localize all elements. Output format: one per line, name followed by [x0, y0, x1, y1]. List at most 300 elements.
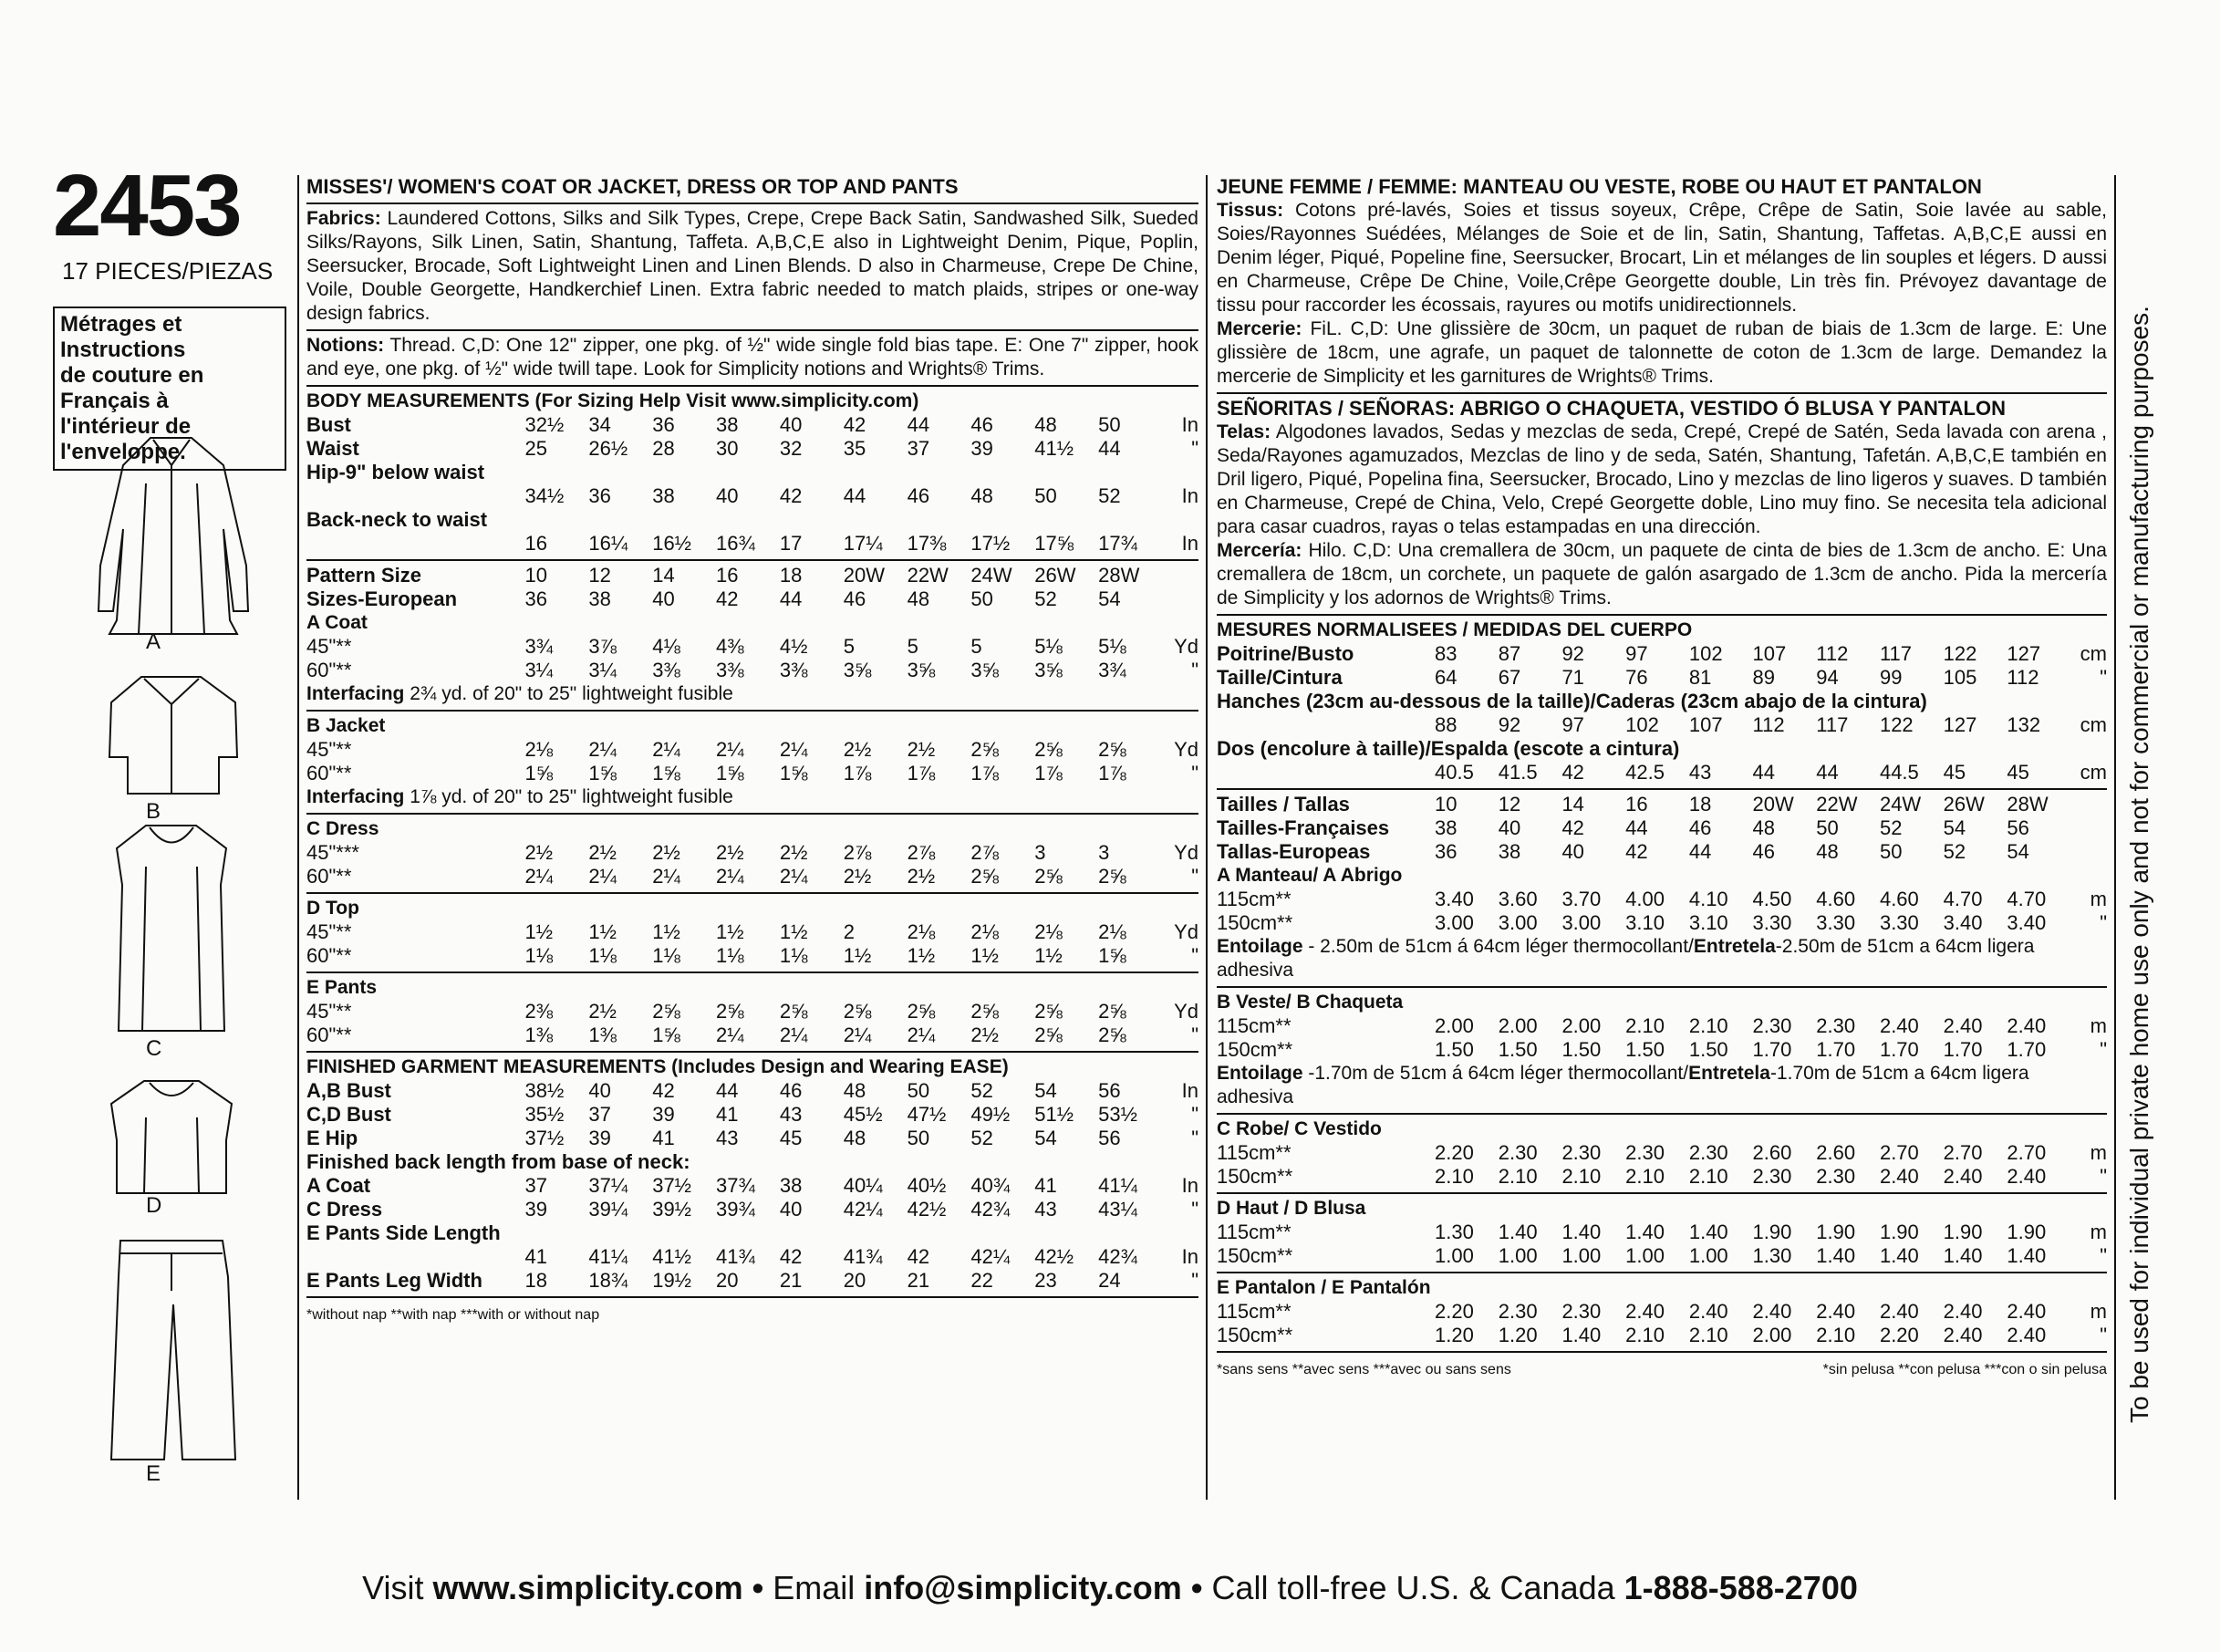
value-cell: 2¼ — [907, 1023, 936, 1046]
value-cell: 2¼ — [524, 865, 554, 888]
footnote-french: *sans sens **avec sens ***avec ou sans sens — [1217, 1362, 1511, 1377]
value-cell: 1.00 — [1435, 1244, 1474, 1267]
value-cell: 43 — [1688, 761, 1712, 784]
value-cell: 1⅞ — [907, 762, 936, 784]
value-cell: 24W — [1879, 793, 1922, 816]
note-label: Entretela — [1688, 1063, 1770, 1084]
value-cell: 2.40 — [1688, 1300, 1728, 1323]
value-cell: 1.70 — [1879, 1038, 1919, 1061]
divider — [1217, 392, 2107, 394]
value-cell: 54 — [1034, 1127, 1057, 1149]
value-cell: 2⅛ — [1098, 920, 1126, 943]
value-cell: 42 — [843, 413, 866, 436]
row-label: 115cm** — [1217, 1221, 1292, 1243]
measurement-table — [1217, 1300, 2107, 1347]
value-cell: 25 — [524, 437, 547, 460]
value-cell: 2.40 — [1879, 1014, 1919, 1037]
table-row — [1217, 840, 2107, 864]
value-cell: 1⅛ — [588, 944, 617, 967]
value-cell: 40½ — [907, 1174, 947, 1197]
value-cell: 48 — [1816, 840, 1839, 863]
row-label: Poitrine/Busto — [1217, 642, 1354, 665]
french-box-line: l'enveloppe. — [60, 440, 186, 464]
section-title: E Pants — [306, 977, 378, 998]
value-cell: 2.40 — [1879, 1165, 1919, 1188]
value-cell: 50 — [1879, 840, 1903, 863]
value-cell: 3.30 — [1816, 911, 1856, 934]
table-row — [1217, 1244, 2107, 1268]
value-cell: 2⅝ — [1098, 738, 1126, 761]
measurement-table — [306, 920, 1198, 968]
table-row — [306, 944, 1198, 968]
value-cell: 39 — [588, 1127, 611, 1149]
value-cell: 2¼ — [652, 738, 680, 761]
row-label: Dos (encolure à taille)/Espalda (escote a cintura) — [1217, 737, 1680, 760]
value-cell: 17 — [779, 532, 803, 555]
table-row — [306, 1198, 1198, 1221]
value-cell: 2½ — [970, 1023, 1000, 1046]
row-label: E Pants Leg Width — [306, 1269, 482, 1292]
unit-cell: " — [1191, 437, 1198, 460]
call-text: Call toll-free U.S. & Canada — [1211, 1569, 1615, 1606]
value-cell: 16¾ — [716, 532, 755, 555]
value-cell: 1.70 — [2007, 1038, 2047, 1061]
row-label — [306, 532, 525, 556]
value-cell: 52 — [1879, 816, 1903, 839]
value-cell: 48 — [843, 1079, 866, 1102]
value-cell: 5 — [843, 635, 855, 658]
value-cell: 1.40 — [1816, 1244, 1856, 1267]
value-cell: 41¼ — [1098, 1174, 1137, 1197]
tissus-paragraph — [1217, 199, 2107, 317]
value-cell: 50 — [1098, 413, 1121, 436]
unit-cell: " — [1191, 1103, 1198, 1126]
value-cell: 92 — [1561, 642, 1584, 665]
measurement-table — [306, 841, 1198, 888]
value-cell: 37¼ — [588, 1174, 628, 1197]
value-cell: 38 — [716, 413, 739, 436]
measurement-table — [306, 1079, 1198, 1293]
yardage-section — [306, 897, 1198, 973]
table-row — [306, 635, 1198, 659]
section-title: C Dress — [306, 818, 379, 839]
yardage-section — [1217, 1276, 2107, 1353]
phone-number: 1-888-588-2700 — [1624, 1569, 1858, 1606]
table-row — [1217, 761, 2107, 784]
value-cell: 4½ — [779, 635, 808, 658]
note-text: - 2.50m de 51cm á 64cm léger thermocollant/ — [1308, 936, 1694, 957]
value-cell: 1.90 — [1816, 1221, 1856, 1243]
tissus-label: Tissus: — [1217, 200, 1284, 221]
row-label: 115cm** — [1217, 888, 1292, 910]
value-cell: 50 — [907, 1079, 930, 1102]
value-cell: 3⅝ — [907, 659, 936, 681]
value-cell: 17⅝ — [1034, 532, 1074, 555]
row-label: Waist — [306, 437, 359, 460]
mercerie-label: Mercerie: — [1217, 318, 1302, 339]
unit-cell: cm — [2080, 713, 2107, 736]
value-cell: 37 — [907, 437, 930, 460]
view-a-label: A — [146, 629, 161, 654]
value-cell: 3.30 — [1752, 911, 1792, 934]
value-cell: 1½ — [588, 920, 617, 943]
table-row — [306, 920, 1198, 944]
value-cell: 97 — [1561, 713, 1584, 736]
value-cell: 40.5 — [1435, 761, 1474, 784]
value-cell: 16¼ — [588, 532, 628, 555]
unit-cell: m — [2090, 1141, 2107, 1164]
view-d-top-sketch — [111, 1081, 232, 1193]
value-cell: 44 — [1752, 761, 1776, 784]
value-cell: 2.70 — [2007, 1141, 2047, 1164]
table-row — [1217, 888, 2107, 911]
table-row — [306, 659, 1198, 682]
table-row — [306, 413, 1198, 437]
value-cell: 54 — [1943, 816, 1966, 839]
value-cell: 38 — [1498, 840, 1521, 863]
value-cell: 1.40 — [1561, 1221, 1602, 1243]
value-cell: 42½ — [907, 1198, 947, 1221]
english-title: MISSES'/ WOMEN'S COAT OR JACKET, DRESS OR TOP AND PANTS — [306, 175, 959, 198]
unit-cell: cm — [2080, 761, 2107, 784]
value-cell: 122 — [1879, 713, 1914, 736]
tissus-text: Cotons pré-lavés, Soies et tissus soyeux, Crêpe, Crêpe de Satin, Soie lavée au sable, Soies/Rayonnes Suédées, Mélanges de Soie et de lin, Satin, Shantung, Taffetas. A,B,C,E aussi en Denim léger, Piqué, Popeline fine, Seersucker, Brocart, Lin et mélanges de lin souples et légers. D aussi en Charmeuse, Crêpe De Chine, Voile,Crêpe Georgette double, Lin très fin. Prévoyez davantage de tissu pour raccorder les écossais, rayures ou motifs unidirectionnels. — [1217, 200, 2107, 316]
value-cell: 3.00 — [1498, 911, 1538, 934]
value-cell: 20W — [1752, 793, 1794, 816]
value-cell: 54 — [2007, 840, 2029, 863]
value-cell: 2⅝ — [970, 1000, 1000, 1023]
value-cell: 38 — [1435, 816, 1458, 839]
table-row — [306, 461, 1198, 484]
value-cell: 26W — [1943, 793, 1985, 816]
french-box-line: Métrages et Instructions — [60, 312, 186, 362]
table-row — [306, 1221, 1198, 1245]
divider — [1217, 614, 2107, 616]
contact-footer — [0, 1569, 2220, 1607]
table-row — [306, 738, 1198, 762]
value-cell: 2⅜ — [524, 1000, 554, 1023]
value-cell: 41 — [652, 1127, 675, 1149]
value-cell: 1⅝ — [524, 762, 554, 784]
value-cell: 10 — [524, 564, 547, 587]
measurement-table — [1217, 1014, 2107, 1062]
value-cell: 1.50 — [1688, 1038, 1728, 1061]
separator: • — [752, 1569, 764, 1606]
value-cell: 5⅛ — [1098, 635, 1126, 658]
value-cell: 92 — [1498, 713, 1521, 736]
unit-cell — [1162, 587, 1198, 611]
value-cell: 52 — [1943, 840, 1966, 863]
value-cell: 2.40 — [1943, 1300, 1983, 1323]
value-cell: 2⅝ — [1034, 1023, 1063, 1046]
value-cell: 44 — [1098, 437, 1121, 460]
value-cell: 1.00 — [1688, 1244, 1728, 1267]
row-label: Taille/Cintura — [1217, 666, 1343, 689]
value-cell: 40 — [588, 1079, 611, 1102]
unit-cell: " — [1191, 1198, 1198, 1221]
value-cell: 2.30 — [1688, 1141, 1728, 1164]
value-cell: 20 — [843, 1269, 866, 1292]
value-cell: 2.30 — [1752, 1165, 1792, 1188]
value-cell: 38 — [652, 484, 675, 507]
table-row — [1217, 1165, 2107, 1189]
view-d-label: D — [146, 1193, 162, 1218]
value-cell: 41 — [1034, 1174, 1057, 1197]
value-cell: 41¾ — [843, 1245, 883, 1268]
value-cell: 2.10 — [1688, 1324, 1728, 1346]
mercerie-paragraph — [1217, 317, 2107, 389]
value-cell: 42 — [779, 484, 803, 507]
interfacing-note — [306, 785, 1198, 809]
value-cell: 41 — [524, 1245, 547, 1268]
value-cell: 4.60 — [1816, 888, 1856, 910]
value-cell: 3.10 — [1688, 911, 1728, 934]
value-cell: 2⅞ — [970, 841, 1000, 864]
table-row — [306, 1000, 1198, 1023]
value-cell: 39 — [524, 1198, 547, 1221]
yardage-section — [306, 817, 1198, 894]
body-measurements-title: BODY MEASUREMENTS (For Sizing Help Visit www.simplicity.com) — [306, 390, 919, 411]
value-cell: 3.30 — [1879, 911, 1919, 934]
table-row — [1217, 666, 2107, 690]
value-cell: 17¾ — [1098, 532, 1137, 555]
unit-cell: " — [2100, 911, 2107, 934]
value-cell: 2½ — [843, 738, 872, 761]
unit-cell: In — [1181, 532, 1198, 555]
row-label: Bust — [306, 413, 351, 436]
divider — [306, 892, 1198, 894]
value-cell: 42¾ — [970, 1198, 1011, 1221]
value-cell: 2.10 — [1498, 1165, 1538, 1188]
divider — [306, 559, 1198, 561]
notions-text: Thread. C,D: One 12" zipper, one pkg. of ½" wide single fold bias tape. E: One 7" zipper, hook and eye, one pkg. of ½" wide twill tape. Look for Simplicity notions and Wrights® Trims. — [306, 335, 1198, 379]
value-cell: 10 — [1435, 793, 1458, 816]
value-cell: 3.40 — [1435, 888, 1474, 910]
value-cell: 3¼ — [524, 659, 554, 681]
measurement-table — [306, 635, 1198, 682]
value-cell: 40 — [1561, 840, 1584, 863]
note-label: Entoilage — [1217, 936, 1303, 957]
unit-cell: " — [2100, 666, 2107, 689]
value-cell: 2.40 — [1625, 1300, 1665, 1323]
website-link[interactable]: www.simplicity.com — [432, 1569, 743, 1606]
value-cell: 2.40 — [1752, 1300, 1792, 1323]
value-cell: 127 — [2007, 642, 2041, 665]
view-c-label: C — [146, 1036, 162, 1061]
value-cell: 39¼ — [588, 1198, 628, 1221]
value-cell: 4.50 — [1752, 888, 1792, 910]
value-cell: 1.00 — [1625, 1244, 1665, 1267]
value-cell: 2.20 — [1879, 1324, 1919, 1346]
value-cell: 1½ — [524, 920, 554, 943]
unit-cell: In — [1181, 413, 1198, 436]
column-divider — [297, 175, 299, 1500]
value-cell: 2.10 — [1688, 1165, 1728, 1188]
view-a-coat-sketch — [99, 438, 248, 634]
value-cell: 12 — [1498, 793, 1521, 816]
row-label: Tailles / Tallas — [1217, 793, 1350, 816]
value-cell: 2.10 — [1688, 1014, 1728, 1037]
notions-label: Notions: — [306, 335, 385, 356]
value-cell: 2.10 — [1625, 1165, 1665, 1188]
value-cell: 32 — [779, 437, 803, 460]
value-cell: 117 — [1879, 642, 1913, 665]
value-cell: 2.30 — [1625, 1141, 1665, 1164]
value-cell: 2.40 — [1943, 1014, 1983, 1037]
value-cell: 2⅝ — [716, 1000, 744, 1023]
row-label: Tallas-Europeas — [1217, 840, 1371, 863]
table-row — [306, 1103, 1198, 1127]
value-cell: 1⅞ — [843, 762, 872, 784]
table-row — [306, 762, 1198, 785]
section-title: A Coat — [306, 612, 368, 633]
value-cell: 1.30 — [1435, 1221, 1474, 1243]
value-cell: 2.40 — [1943, 1324, 1983, 1346]
table-row — [306, 508, 1198, 532]
view-e-label: E — [146, 1461, 161, 1486]
value-cell: 41¼ — [588, 1245, 628, 1268]
row-label: 45"** — [306, 635, 352, 658]
value-cell: 2⅝ — [843, 1000, 872, 1023]
value-cell: 2¼ — [779, 1023, 808, 1046]
value-cell: 107 — [1688, 713, 1723, 736]
value-cell: 2⅝ — [1098, 865, 1126, 888]
unit-cell: " — [1191, 1023, 1198, 1046]
value-cell: 3.40 — [2007, 911, 2047, 934]
value-cell: 2½ — [588, 841, 617, 864]
email-link[interactable]: info@simplicity.com — [864, 1569, 1182, 1606]
unit-cell: " — [1191, 659, 1198, 681]
unit-cell: m — [2090, 1300, 2107, 1323]
value-cell: 2⅛ — [907, 920, 936, 943]
note-text: 2¾ yd. of 20" to 25" lightweight fusible — [410, 683, 733, 704]
view-b-jacket-sketch — [109, 677, 237, 794]
divider — [306, 710, 1198, 712]
note-label: Entoilage — [1217, 1063, 1303, 1084]
value-cell: 35 — [843, 437, 866, 460]
value-cell: 67 — [1498, 666, 1521, 689]
value-cell: 3⅝ — [843, 659, 872, 681]
interfacing-note — [1217, 935, 2107, 982]
value-cell: 2¼ — [652, 865, 680, 888]
value-cell: 1.40 — [1879, 1244, 1919, 1267]
value-cell: 39 — [652, 1103, 675, 1126]
divider — [1217, 1351, 2107, 1353]
note-text: -1.70m de 51cm a 64cm ligera adhesiva — [1217, 1063, 2029, 1107]
value-cell: 3⅝ — [970, 659, 1000, 681]
value-cell: 2.40 — [2007, 1165, 2047, 1188]
row-label: 60"** — [306, 944, 352, 967]
value-cell: 1⅝ — [652, 762, 680, 784]
row-label: Tailles-Françaises — [1217, 816, 1390, 839]
value-cell: 17⅜ — [907, 532, 947, 555]
measurement-table — [1217, 642, 2107, 784]
value-cell: 64 — [1435, 666, 1458, 689]
value-cell: 49½ — [970, 1103, 1011, 1126]
value-cell: 1⅜ — [588, 1023, 617, 1046]
value-cell: 40 — [779, 1198, 803, 1221]
fabrics-text: Laundered Cottons, Silks and Silk Types, Crepe, Crepe Back Satin, Sandwashed Silk, Sueded Silks/Rayons, Silk Linen, Satin, Shantung, Taffeta. A,B,C,E also in Lightweight Denim, Pique, Poplin, Seersucker, Brocade, Soft Lightweight Linen and Linen Blends. D also in Charmeuse, Crepe De Chine, Voile, Double Georgette, Handkerchief Linen. Extra fabric needed to match plaids, stripes or one-way design fabrics. — [306, 208, 1198, 324]
value-cell: 1.40 — [2007, 1244, 2047, 1267]
value-cell: 2.10 — [1625, 1014, 1665, 1037]
value-cell: 52 — [1034, 587, 1057, 610]
row-label: 45"** — [306, 1000, 352, 1023]
value-cell: 1½ — [907, 944, 936, 967]
view-b-label: B — [146, 799, 161, 824]
value-cell: 2.30 — [1498, 1141, 1538, 1164]
value-cell: 54 — [1034, 1079, 1057, 1102]
value-cell: 2⅝ — [1034, 865, 1063, 888]
value-cell: 2.20 — [1435, 1300, 1474, 1323]
value-cell: 5 — [970, 635, 982, 658]
value-cell: 76 — [1625, 666, 1648, 689]
value-cell: 94 — [1816, 666, 1839, 689]
row-label — [1217, 713, 1435, 737]
value-cell: 2.30 — [1561, 1300, 1602, 1323]
value-cell: 52 — [970, 1079, 993, 1102]
unit-cell: " — [1191, 865, 1198, 888]
value-cell: 38 — [779, 1174, 803, 1197]
value-cell: 3⅝ — [1034, 659, 1063, 681]
value-cell: 40¼ — [843, 1174, 883, 1197]
value-cell: 2⅝ — [1098, 1000, 1126, 1023]
value-cell: 26W — [1034, 564, 1076, 587]
value-cell: 39 — [970, 437, 993, 460]
value-cell: 1.90 — [1752, 1221, 1792, 1243]
value-cell: 16½ — [652, 532, 692, 555]
value-cell: 36 — [1435, 840, 1458, 863]
row-label — [306, 484, 525, 508]
value-cell: 52 — [1098, 484, 1121, 507]
row-label: Hanches (23cm au-dessous de la taille)/Caderas (23cm abajo de la cintura) — [1217, 690, 1927, 712]
measurement-table — [306, 738, 1198, 785]
value-cell: 2⅝ — [779, 1000, 808, 1023]
value-cell: 42½ — [1034, 1245, 1074, 1268]
table-row — [1217, 1038, 2107, 1062]
value-cell: 2½ — [907, 865, 936, 888]
unit-cell: " — [1191, 1269, 1198, 1292]
value-cell: 2¼ — [716, 865, 744, 888]
pattern-number: 2453 — [53, 157, 241, 255]
section-title: A Manteau/ A Abrigo — [1217, 865, 1403, 886]
note-label: Interfacing — [306, 786, 405, 807]
divider — [1217, 1192, 2107, 1194]
value-cell: 1.00 — [1498, 1244, 1538, 1267]
value-cell: 44 — [1625, 816, 1648, 839]
value-cell: 2.00 — [1498, 1014, 1538, 1037]
value-cell: 2½ — [652, 841, 680, 864]
value-cell: 37½ — [652, 1174, 692, 1197]
french-spanish-column — [1217, 175, 2107, 1382]
value-cell: 53½ — [1098, 1103, 1137, 1126]
table-row — [306, 437, 1198, 461]
row-label: E Pants Side Length — [306, 1221, 501, 1244]
value-cell: 1⅛ — [652, 944, 680, 967]
row-label: 150cm** — [1217, 1038, 1293, 1061]
value-cell: 30 — [716, 437, 739, 460]
interfacing-note — [306, 682, 1198, 706]
value-cell: 1.30 — [1752, 1244, 1792, 1267]
note-label: Entretela — [1693, 936, 1776, 957]
row-label: 45"** — [306, 738, 352, 761]
value-cell: 46 — [843, 587, 866, 610]
value-cell: 2.60 — [1752, 1141, 1792, 1164]
value-cell: 132 — [2007, 713, 2041, 736]
value-cell: 18 — [779, 564, 803, 587]
row-label: 60"** — [306, 659, 352, 681]
value-cell: 42 — [1625, 840, 1648, 863]
value-cell: 2.30 — [1498, 1300, 1538, 1323]
